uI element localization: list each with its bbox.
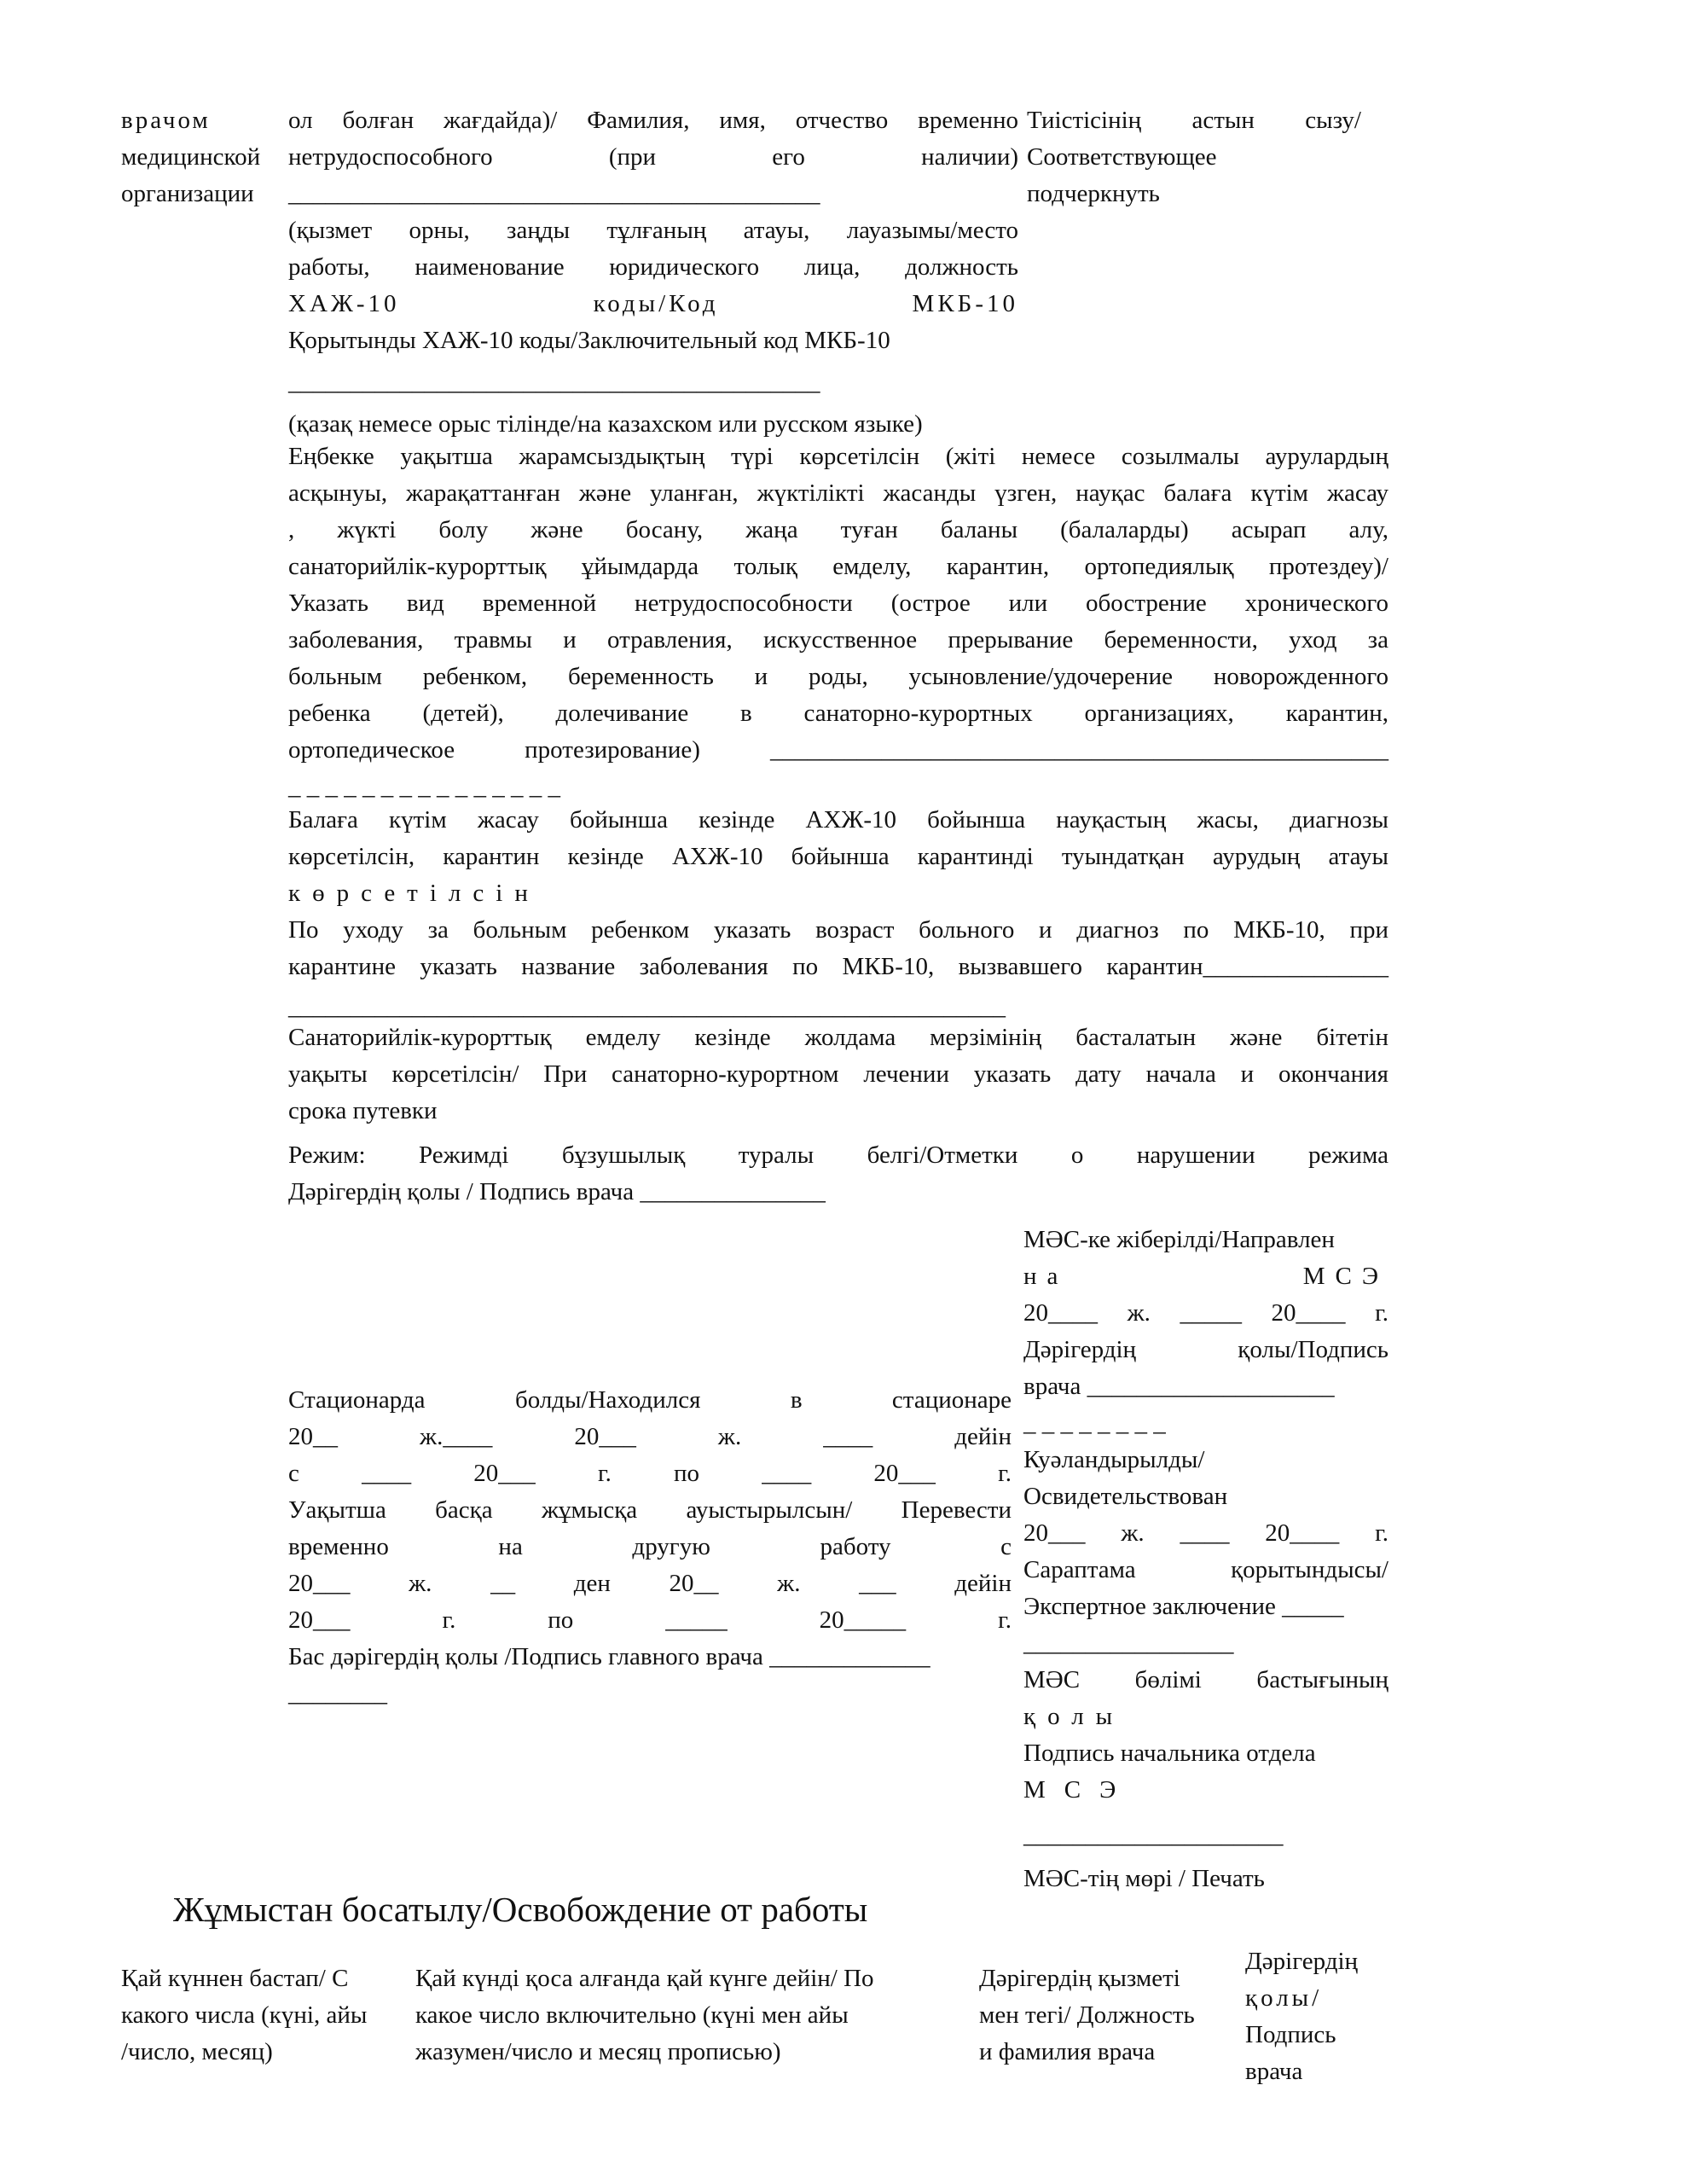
- mse-line: қолы: [1023, 1703, 1125, 1730]
- sanatorium-section: [288, 1019, 1388, 1130]
- disability-line: , жүкті болу және босану, жаңа туған баланы (балаларды) асырап алу,: [288, 516, 1388, 543]
- disability-line: ортопедическое протезирование) __________________________________________________: [288, 736, 1388, 764]
- release-col-label: Қай күнді қоса алғанда қай күнге дейін/ По: [415, 1965, 874, 1992]
- disability-line: больным ребенком, беременность и роды, усыновление/удочерение новорожденного: [288, 663, 1388, 690]
- top-col-2: [288, 102, 1018, 443]
- hospital-date-line: 20__ ж.____ 20___ ж. ____ дейін: [288, 1423, 1012, 1450]
- mse-line: на МСЭ: [1023, 1263, 1388, 1290]
- top-col-3: [1027, 102, 1368, 212]
- release-col-doctor: [979, 1960, 1235, 2071]
- mse-signature-line: врача ____________________: [1023, 1373, 1335, 1400]
- workplace-label: (қызмет орны, заңды тұлғаның атауы, лауазымы/место: [288, 217, 1018, 244]
- hospital-line: Стационарда болды/Находился в стационаре: [288, 1386, 1012, 1414]
- name-label-line: ол болған жағдайда)/ Фамилия, имя, отчество временно: [288, 107, 1018, 134]
- release-col-label: какое число включительно (күні мен айы: [415, 2001, 849, 2029]
- icd-code-label: ХАЖ-10 коды/Код МКБ-10: [288, 290, 1018, 317]
- col1-line: организации: [121, 180, 254, 207]
- mse-line: Сараптама қорытындысы/: [1023, 1556, 1388, 1583]
- final-icd-code-label: Қорытынды ХАЖ-10 коды/Заключительный код МКБ-10: [288, 327, 890, 354]
- name-label-line: нетрудоспособного (при его наличии): [288, 143, 1018, 171]
- transfer-date-line: 20___ ж. __ ден 20__ ж. ___ дейін: [288, 1570, 1012, 1597]
- hospital-date-line: с ____ 20___ г. по ____ 20___ г.: [288, 1460, 1012, 1487]
- release-col-label: Подпись: [1245, 2021, 1336, 2048]
- mse-dash-line: _ _ _ _ _ _ _ _: [1023, 1409, 1166, 1437]
- mse-blank: _________________: [1023, 1629, 1234, 1657]
- language-note: (қазақ немесе орыс тілінде/на казахском или русском языке): [288, 410, 923, 438]
- disability-line: Указать вид временной нетрудоспособности (острое или обострение хронического: [288, 590, 1388, 617]
- mse-line: МӘС бөлімі бастығының: [1023, 1666, 1388, 1693]
- release-col-label: и фамилия врача: [979, 2038, 1156, 2065]
- mse-line: МӘС-ке жіберілді/Направлен: [1023, 1226, 1335, 1253]
- regime-violation-label: Режим: Режимді бұзушылық туралы белгі/Отметки о нарушении режима: [288, 1141, 1388, 1169]
- regime-section: [288, 1137, 1388, 1211]
- top-col-1: [121, 102, 283, 212]
- icd-blank: ___________________________________________: [288, 369, 820, 396]
- col1-line: врачом: [121, 107, 211, 134]
- child-care-line: По уходу за больным ребенком указать возраст больного и диагноз по МКБ-10, при: [288, 916, 1388, 944]
- underline-note: подчеркнуть: [1027, 180, 1160, 207]
- transfer-line: Уақытша басқа жұмысқа ауыстырылсын/ Перевести: [288, 1496, 1012, 1524]
- release-col-label: жазумен/число и месяц прописью): [415, 2038, 781, 2065]
- sanatorium-line: уақыты көрсетілсін/ При санаторно-курортном лечении указать дату начала и окончания: [288, 1060, 1388, 1088]
- sanatorium-line: срока путевки: [288, 1097, 438, 1124]
- mse-line: Дәрігердің қолы/Подпись: [1023, 1336, 1388, 1363]
- child-care-line: Балаға күтім жасау бойынша кезінде АХЖ-10 бойынша науқастың жасы, диагнозы: [288, 806, 1388, 834]
- release-col-signature: [1245, 1943, 1416, 2090]
- workplace-label: работы, наименование юридического лица, должность: [288, 253, 1018, 281]
- disability-line: ребенка (детей), долечивание в санаторно-курортных организациях, карантин,: [288, 700, 1388, 727]
- mse-blank: _____________________: [1023, 1821, 1284, 1849]
- disability-type-section: [288, 439, 1388, 805]
- disability-dash-line: _ _ _ _ _ _ _ _ _ _ _ _ _ _ _: [288, 773, 560, 800]
- child-care-line: көрсетілсін: [288, 880, 540, 907]
- child-care-line: көрсетілсін, карантин кезінде АХЖ-10 бойынша карантинді туындатқан аурудың атауы: [288, 843, 1388, 870]
- chief-doctor-signature: Бас дәрігердің қолы /Подпись главного врача _____________: [288, 1643, 930, 1670]
- disability-line: асқынуы, жарақаттанған және уланған, жүктілікті жасанды үзген, науқас балаға күтім жасау: [288, 479, 1388, 507]
- release-col-label: Дәрігердің қызметі: [979, 1965, 1180, 1992]
- release-col-label: /число, месяц): [121, 2038, 273, 2065]
- release-heading: Жұмыстан босатылу/Освобождение от работы: [173, 1890, 868, 1929]
- child-care-section: [288, 802, 1388, 1025]
- disability-line: заболевания, травмы и отравления, искусственное прерывание беременности, уход за: [288, 626, 1388, 653]
- underline-note: Соответствующее: [1027, 143, 1217, 171]
- mse-date-line: 20____ ж. _____ 20____ г.: [1023, 1299, 1388, 1327]
- child-care-blank: __________________________________________________________: [288, 993, 1006, 1020]
- underline-note: Тиістісінің астын сызу/: [1027, 107, 1361, 134]
- release-col-label: Қай күннен бастап/ С: [121, 1965, 349, 1992]
- child-care-line: карантине указать название заболевания по МКБ-10, вызвавшего карантин_______________: [288, 953, 1388, 980]
- release-col-from: [121, 1960, 407, 2071]
- sanatorium-line: Санаторийлік-курорттық емделу кезінде жолдама мерзімінің басталатын және бітетін: [288, 1024, 1388, 1051]
- mse-section: [1023, 1222, 1388, 1897]
- release-col-to: [415, 1960, 961, 2071]
- col1-line: медицинской: [121, 143, 261, 171]
- release-col-label: какого числа (күні, айы: [121, 2001, 368, 2029]
- mse-stamp-label: МӘС-тің мөрі / Печать: [1023, 1865, 1265, 1892]
- mse-line: МСЭ: [1023, 1776, 1135, 1804]
- release-col-label: Дәрігердің: [1245, 1948, 1359, 1975]
- mse-line: Экспертное заключение _____: [1023, 1593, 1344, 1620]
- mse-line: Куәландырылды/: [1023, 1446, 1205, 1473]
- disability-line: Еңбекке уақытша жарамсыздықтың түрі көрсетілсін (жіті немесе созылмалы аурулардың: [288, 443, 1388, 470]
- chief-doctor-blank: ________: [288, 1680, 387, 1707]
- transfer-line: временно на другую работу с: [288, 1533, 1012, 1560]
- mse-line: Освидетельствован: [1023, 1483, 1228, 1510]
- transfer-date-line: 20___ г. по _____ 20_____ г.: [288, 1606, 1012, 1634]
- mse-date-line: 20___ ж. ____ 20____ г.: [1023, 1519, 1388, 1547]
- release-col-label: қолы/: [1245, 1984, 1323, 2012]
- name-blank: ___________________________________________: [288, 180, 820, 207]
- mse-line: Подпись начальника отдела: [1023, 1740, 1316, 1767]
- doctor-signature-line: Дәрігердің қолы / Подпись врача _______________: [288, 1178, 826, 1205]
- release-col-label: врача: [1245, 2058, 1303, 2085]
- hospital-section: [288, 1382, 1012, 1712]
- release-col-label: мен тегі/ Должность: [979, 2001, 1195, 2029]
- disability-line: санаторийлік-курорттық ұйымдарда толық емделу, карантин, ортопедиялық протездеу)/: [288, 553, 1388, 580]
